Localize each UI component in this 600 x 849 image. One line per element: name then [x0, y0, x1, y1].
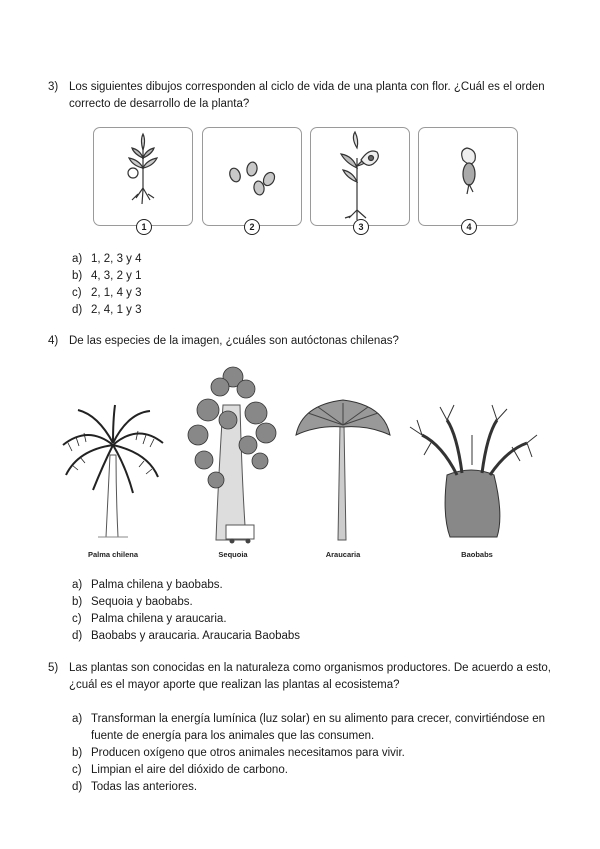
- option-letter: d): [72, 304, 83, 316]
- option-d[interactable]: [72, 302, 562, 319]
- stage-1-seedling-image: [93, 127, 193, 226]
- question-number: 4): [48, 335, 59, 347]
- question-number: 5): [48, 662, 59, 674]
- option-text: Todas las anteriores.: [91, 781, 198, 793]
- tree-label-palma-chilena: Palma chilena: [87, 550, 139, 559]
- option-letter: b): [72, 270, 83, 282]
- option-letter: b): [72, 747, 83, 759]
- question-5: [48, 660, 568, 694]
- stage-3-flowering-plant-image: [310, 127, 410, 226]
- option-letter: a): [72, 579, 83, 591]
- question-text: De las especies de la imagen, ¿cuáles son autóctonas chilenas?: [69, 335, 399, 347]
- option-letter: b): [72, 596, 83, 608]
- option-c[interactable]: [72, 762, 562, 779]
- question-4-options: [72, 577, 562, 645]
- baobabs-image: [402, 365, 512, 545]
- option-text: 1, 2, 3 y 4: [91, 253, 142, 265]
- option-letter: c): [72, 764, 82, 776]
- option-d[interactable]: [72, 779, 562, 796]
- option-text: Sequoia y baobabs.: [91, 596, 193, 608]
- option-text: Palma chilena y araucaria.: [91, 613, 227, 625]
- stage-number-4: 4: [461, 219, 477, 235]
- option-c[interactable]: [72, 285, 562, 302]
- option-a[interactable]: [72, 251, 562, 268]
- option-c[interactable]: [72, 611, 562, 628]
- option-b[interactable]: [72, 268, 562, 285]
- option-text: Palma chilena y baobabs.: [91, 579, 223, 591]
- question-3: [48, 79, 568, 113]
- sequoia-image: [178, 365, 288, 545]
- tree-label-sequoia: Sequoia: [218, 550, 248, 559]
- option-text: 4, 3, 2 y 1: [91, 270, 142, 282]
- question-3-options: [72, 251, 562, 319]
- option-letter: c): [72, 613, 82, 625]
- tree-label-araucaria: Araucaria: [325, 550, 361, 559]
- option-text: Transforman la energía lumínica (luz solar) en su alimento para crecer, convirtiéndose en fuente de energía para los animales que las consumen.: [91, 713, 546, 742]
- option-text: Producen oxígeno que otros animales necesitamos para vivir.: [91, 747, 405, 759]
- stage-4-germinating-seed-image: [418, 127, 518, 226]
- question-text: Las plantas son conocidas en la naturaleza como organismos productores. De acuerdo a esto, ¿cuál es el mayor aporte que realizan las plantas al ecosistema?: [69, 662, 552, 691]
- option-d[interactable]: [72, 628, 562, 645]
- question-4: [48, 333, 568, 350]
- stage-2-seeds-image: [202, 127, 302, 226]
- option-a[interactable]: [72, 711, 562, 745]
- option-letter: d): [72, 630, 83, 642]
- option-text: Baobabs y araucaria. Araucaria Baobabs: [91, 630, 301, 642]
- option-b[interactable]: [72, 745, 562, 762]
- option-text: 2, 1, 4 y 3: [91, 287, 142, 299]
- option-text: 2, 4, 1 y 3: [91, 304, 142, 316]
- question-5-options: [72, 711, 562, 796]
- option-letter: a): [72, 253, 83, 265]
- tree-label-baobabs: Baobabs: [461, 550, 493, 559]
- option-letter: d): [72, 781, 83, 793]
- stage-number-1: 1: [136, 219, 152, 235]
- stage-number-2: 2: [244, 219, 260, 235]
- question-text: Los siguientes dibujos corresponden al ciclo de vida de una planta con flor. ¿Cuál es el orden correcto de desarrollo de la planta?: [69, 81, 545, 110]
- palma-chilena-image: [58, 365, 168, 545]
- stage-number-3: 3: [353, 219, 369, 235]
- option-text: Limpian el aire del dióxido de carbono.: [91, 764, 288, 776]
- araucaria-image: [288, 365, 398, 545]
- option-a[interactable]: [72, 577, 562, 594]
- option-b[interactable]: [72, 594, 562, 611]
- question-number: 3): [48, 81, 59, 93]
- option-letter: c): [72, 287, 82, 299]
- option-letter: a): [72, 713, 83, 725]
